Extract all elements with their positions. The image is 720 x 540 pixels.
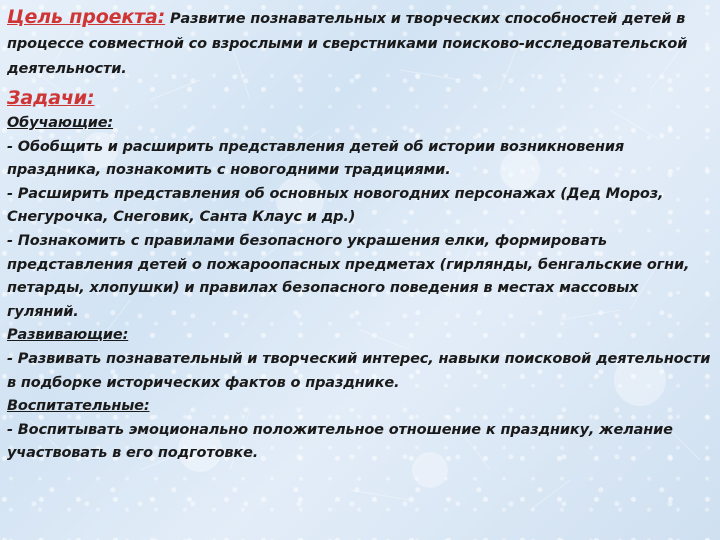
project-goal — [7, 5, 713, 82]
task-item: - Расширить представления об основных новогодних персонажах (Дед Мороз, Снегурочка, Снеговик, Санта Клаус и др.) — [7, 185, 664, 226]
task-item: - Воспитывать эмоционально положительное отношение к празднику, желание участвовать в его подготовке. — [7, 421, 673, 462]
goal-label: Цель проекта: — [7, 6, 166, 28]
task-item: - Обобщить и расширить представления детей об истории возникновения праздника, познакомить с новогодними традициями. — [7, 138, 624, 179]
task-item: - Развивать познавательный и творческий интерес, навыки поисковой деятельности в подборке исторических фактов о празднике. — [7, 350, 711, 391]
group-label-developmental: Развивающие: — [7, 327, 129, 344]
group-label-upbringing: Воспитательные: — [7, 398, 150, 415]
tasks-heading: Задачи: — [7, 87, 95, 109]
task-item: - Познакомить с правилами безопасного украшения елки, формировать представления детей о пожароопасных предметах (гирлянды, бенгальские огни, петарды, хлопушки) и правилах безопасного поведения в местах массовых гуляний. — [7, 232, 690, 320]
goal-text: Развитие познавательных и творческих способностей детей в процессе совместной со взрослыми и сверстниками поисково-исследовательской деятельности. — [7, 11, 688, 77]
slide-content — [7, 5, 713, 466]
tasks-list — [7, 112, 713, 466]
group-label-educational: Обучающие: — [7, 115, 114, 131]
